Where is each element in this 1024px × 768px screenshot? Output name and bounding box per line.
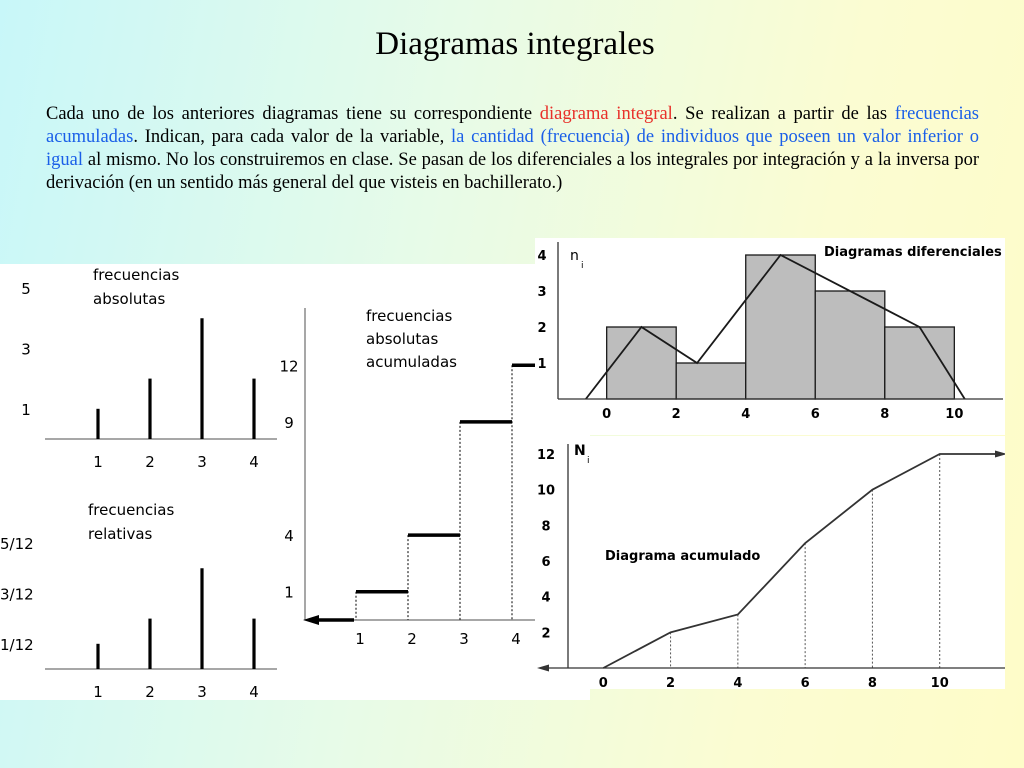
x-tick-label: 0 [598, 676, 608, 689]
left-charts-panel [0, 264, 590, 700]
x-tick-label: 6 [800, 676, 810, 689]
y-tick-label: 2 [541, 626, 551, 642]
intro-text-3: . Indican, para cada valor de la variable, [133, 127, 451, 147]
x-axis-left-arrow [537, 665, 549, 672]
intro-highlight-cantidad: la cantidad (frecuencia) de individuos que poseen un valor inferior o igual [46, 127, 979, 170]
y-axis-label: n [570, 248, 579, 264]
x-tick-label: 2 [407, 630, 417, 648]
y-tick-label: 12 [279, 357, 299, 376]
y-tick-label: 4 [537, 249, 547, 264]
x-tick-label: 8 [867, 676, 877, 689]
chart-absolute-frequencies [21, 266, 277, 471]
chart-title-line: frecuencias [93, 266, 180, 284]
histogram-bar-4 [885, 327, 955, 399]
x-tick-label: 2 [145, 683, 155, 700]
y-tick-label: 4 [284, 527, 294, 546]
x-tick-label: 3 [197, 683, 207, 700]
slide-title: Diagramas integrales [375, 26, 655, 62]
left-charts-svg [0, 264, 590, 700]
chart-cumulative-diagram [537, 443, 1005, 689]
x-tick-label: 1 [355, 630, 365, 648]
y-tick-label: 1 [284, 583, 294, 602]
intro-text-4: al mismo. No los construiremos en clase. Se pasan de los diferenciales a los integrales por integración y a la inversa por derivación (en un sentido más general del que visteis en bachillerato.) [46, 150, 979, 193]
chart-relative-frequencies [0, 501, 277, 700]
cumulative-chart-panel [535, 436, 1005, 689]
y-tick-label: 3/12 [0, 585, 34, 604]
y-axis-label-subscript: i [587, 456, 590, 466]
y-tick-label: 5 [21, 280, 31, 298]
chart-title-line: absolutas [93, 290, 166, 308]
cumulative-chart-svg [535, 436, 1005, 689]
y-tick-label: 6 [541, 555, 551, 570]
x-tick-label: 1 [93, 683, 103, 700]
x-tick-label: 10 [930, 676, 949, 689]
x-tick-label: 3 [197, 453, 207, 471]
x-tick-label: 6 [810, 407, 820, 422]
intro-text-2: . Se realizan a partir de las [672, 104, 895, 124]
x-tick-label: 2 [666, 676, 676, 689]
chart-title: Diagrama acumulado [605, 549, 761, 564]
y-tick-label: 4 [541, 590, 551, 606]
y-tick-label: 10 [536, 483, 556, 499]
y-tick-label: 1 [21, 400, 31, 419]
chart-title-line: absolutas [366, 330, 439, 348]
x-tick-label: 10 [945, 407, 964, 422]
y-tick-label: 12 [536, 448, 556, 463]
y-tick-label: 2 [537, 321, 547, 336]
y-tick-label: 1 [537, 357, 547, 372]
y-tick-label: 5/12 [0, 535, 34, 553]
y-tick-label: 9 [284, 413, 294, 432]
y-tick-label: 3 [537, 285, 547, 300]
chart-title-line: frecuencias [88, 501, 175, 519]
y-tick-label: 1/12 [0, 635, 34, 654]
x-tick-label: 0 [602, 407, 612, 422]
differential-chart-panel [535, 238, 1005, 435]
intro-highlight-frecuencias-acumuladas: frecuencias acumuladas [46, 104, 979, 147]
differential-chart-svg [535, 238, 1005, 435]
intro-text-1: Cada uno de los anteriores diagramas tiene su correspondiente [46, 104, 540, 124]
x-tick-label: 4 [249, 453, 259, 471]
x-tick-label: 8 [880, 407, 890, 422]
y-axis-label-subscript: i [581, 261, 584, 271]
chart-title-line: relativas [88, 525, 153, 543]
chart-title: Diagramas diferenciales [824, 245, 1002, 260]
x-tick-label: 4 [511, 630, 521, 648]
histogram-bar-3 [815, 291, 885, 399]
histogram-bar-2 [746, 255, 816, 399]
x-tick-label: 3 [459, 630, 469, 648]
histogram-bar-1 [676, 363, 746, 399]
chart-differential-diagram [537, 242, 1003, 422]
y-tick-label: 8 [541, 519, 551, 535]
intro-paragraph [46, 103, 979, 195]
x-tick-label: 4 [741, 407, 751, 422]
y-tick-label: 3 [21, 340, 31, 359]
chart-title-line: frecuencias [366, 307, 453, 325]
intro-highlight-diagrama-integral: diagrama integral [539, 104, 673, 124]
x-tick-label: 2 [671, 407, 681, 422]
x-tick-label: 2 [145, 453, 155, 471]
chart-cumulative-frequencies [279, 307, 564, 648]
cumulative-line-arrow [995, 451, 1005, 458]
chart-title-line: acumuladas [366, 353, 457, 371]
x-tick-label: 1 [93, 453, 103, 471]
x-tick-label: 4 [249, 683, 259, 700]
x-tick-label: 4 [733, 676, 743, 689]
y-axis-label: N [574, 443, 586, 459]
histogram-bar-0 [607, 327, 677, 399]
